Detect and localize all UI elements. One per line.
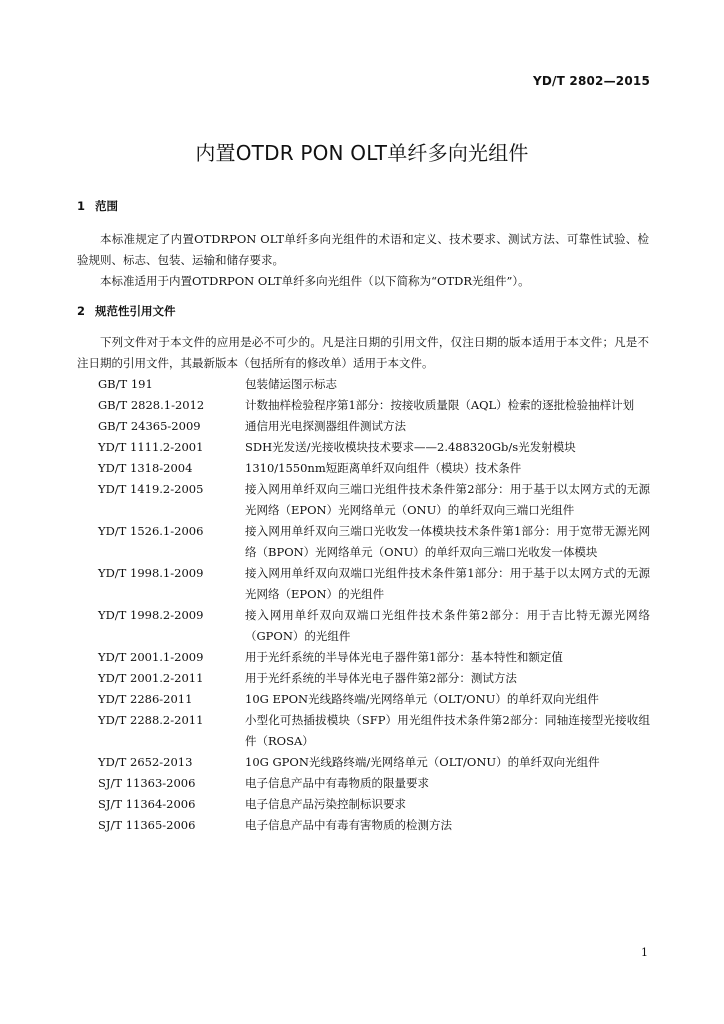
- reference-title: 电子信息产品中有毒物质的限量要求: [245, 776, 429, 790]
- reference-code: GB/T 24365-2009: [98, 419, 201, 433]
- reference-code: YD/T 2001.1-2009: [98, 650, 204, 664]
- reference-code: YD/T 1111.2-2001: [98, 440, 204, 454]
- reference-item: [98, 710, 650, 752]
- reference-code: YD/T 1419.2-2005: [98, 482, 204, 496]
- standard-code: YD/T 2802—2015: [533, 74, 650, 88]
- section-2-heading: [77, 303, 176, 319]
- reference-code: YD/T 1998.1-2009: [98, 566, 204, 580]
- section-1-heading: [77, 198, 118, 214]
- reference-code: YD/T 2001.2-2011: [98, 671, 204, 685]
- section-number: 1: [77, 199, 86, 213]
- reference-item: [98, 563, 650, 605]
- reference-item: [98, 794, 650, 815]
- reference-title: 10G GPON光线路终端/光网络单元（OLT/ONU）的单纤双向光组件: [245, 755, 600, 769]
- reference-code: GB/T 2828.1-2012: [98, 398, 205, 412]
- reference-title: 电子信息产品中有毒有害物质的检测方法: [245, 818, 452, 832]
- reference-code: GB/T 191: [98, 377, 153, 391]
- reference-title: 10G EPON光线路终端/光网络单元（OLT/ONU）的单纤双向光组件: [245, 692, 599, 706]
- normative-references-intro: 下列文件对于本文件的应用是必不可少的。凡是注日期的引用文件，仅注日期的版本适用于本文件；凡是不注日期的引用文件，其最新版本（包括所有的修改单）适用于本文件。: [77, 335, 649, 370]
- page-number: 1: [641, 946, 648, 959]
- reference-title: 通信用光电探测器组件测试方法: [245, 419, 406, 433]
- section-title: 规范性引用文件: [95, 304, 176, 318]
- reference-item: [98, 395, 650, 416]
- reference-code: YD/T 2652-2013: [98, 755, 193, 769]
- reference-item: [98, 668, 650, 689]
- reference-item: [98, 689, 650, 710]
- reference-code: YD/T 1526.1-2006: [98, 524, 204, 538]
- reference-code: YD/T 2288.2-2011: [98, 713, 204, 727]
- reference-title: 接入网用单纤双向三端口光组件技术条件第2部分：用于基于以太网方式的无源光网络（EPON）光网络单元（ONU）的单纤双向三端口光组件: [245, 482, 650, 517]
- reference-item: [98, 458, 650, 479]
- section-title: 范围: [95, 199, 118, 213]
- reference-item: [98, 815, 650, 836]
- reference-item: [98, 773, 650, 794]
- reference-item: [98, 521, 650, 563]
- reference-title: 接入网用单纤双向双端口光组件技术条件第2部分：用于吉比特无源光网络（GPON）的光组件: [245, 608, 650, 643]
- scope-paragraph: 本标准规定了内置OTDRPON OLT单纤多向光组件的术语和定义、技术要求、测试方法、可靠性试验、检验规则、标志、包装、运输和储存要求。: [77, 232, 649, 267]
- reference-item: [98, 647, 650, 668]
- document-title: 内置OTDR PON OLT单纤多向光组件: [195, 141, 529, 165]
- reference-title: 小型化可热插拔模块（SFP）用光组件技术条件第2部分：同轴连接型光接收组件（ROSA）: [245, 713, 650, 748]
- reference-item: [98, 374, 650, 395]
- reference-title: 用于光纤系统的半导体光电子器件第1部分：基本特性和额定值: [245, 650, 563, 664]
- reference-code: SJ/T 11364-2006: [98, 797, 196, 811]
- reference-item: [98, 752, 650, 773]
- reference-code: YD/T 2286-2011: [98, 692, 193, 706]
- reference-title: 用于光纤系统的半导体光电子器件第2部分：测试方法: [245, 671, 517, 685]
- reference-code: YD/T 1318-2004: [98, 461, 193, 475]
- reference-title: 接入网用单纤双向双端口光组件技术条件第1部分：用于基于以太网方式的无源光网络（EPON）的光组件: [245, 566, 650, 601]
- scope-applicability-paragraph: 本标准适用于内置OTDRPON OLT单纤多向光组件（以下简称为“OTDR光组件”）。: [100, 274, 530, 288]
- section-number: 2: [77, 304, 86, 318]
- reference-title: 计数抽样检验程序第1部分：按接收质量限（AQL）检索的逐批检验抽样计划: [245, 398, 635, 412]
- reference-title: 1310/1550nm短距离单纤双向组件（模块）技术条件: [245, 461, 522, 475]
- reference-title: 接入网用单纤双向三端口光收发一体模块技术条件第1部分：用于宽带无源光网络（BPON）光网络单元（ONU）的单纤双向三端口光收发一体模块: [245, 524, 650, 559]
- reference-code: SJ/T 11365-2006: [98, 818, 196, 832]
- reference-code: YD/T 1998.2-2009: [98, 608, 204, 622]
- reference-list: [98, 374, 650, 836]
- reference-title: 包装储运图示标志: [245, 377, 337, 391]
- reference-item: [98, 437, 650, 458]
- reference-item: [98, 605, 650, 647]
- reference-item: [98, 479, 650, 521]
- reference-title: SDH光发送/光接收模块技术要求——2.488320Gb/s光发射模块: [245, 440, 576, 454]
- reference-code: SJ/T 11363-2006: [98, 776, 196, 790]
- reference-item: [98, 416, 650, 437]
- reference-title: 电子信息产品污染控制标识要求: [245, 797, 406, 811]
